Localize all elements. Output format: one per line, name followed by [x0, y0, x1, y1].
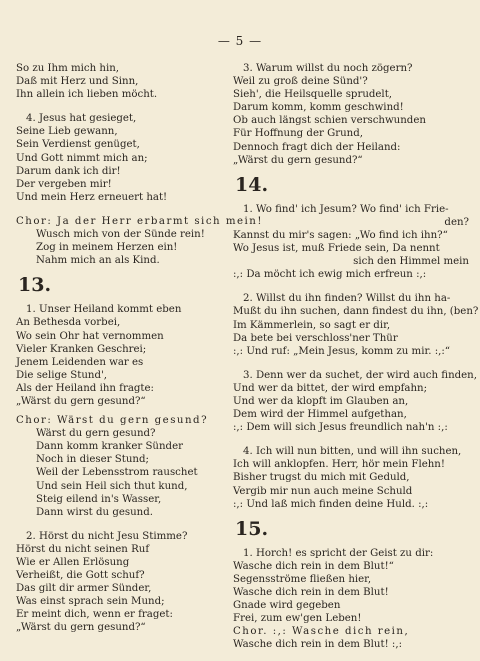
verse-line: Dem wird der Himmel aufgethan,: [233, 409, 407, 421]
verse-line: :,: Und ruf: „Mein Jesus, komm zu mir. :,:“: [233, 345, 451, 357]
verse-line: Das gilt dir armer Sünder,: [16, 583, 152, 595]
verse-line: Hörst du nicht seinen Ruf: [16, 543, 150, 555]
verse-line: Und wer da bittet, der wird empfahn;: [233, 382, 428, 394]
verse-line: 3. Denn wer da suchet, der wird auch finden,: [243, 369, 477, 381]
chorus-line: Wasche dich rein in dem Blut! :,:: [233, 639, 403, 651]
verse-line: Was einst sprach sein Mund;: [16, 596, 165, 608]
verse-line: Dennoch fragt dich der Heiland:: [233, 141, 401, 153]
hymn-number: 13.: [18, 274, 52, 297]
verse-line: Er meint dich, wenn er fraget:: [16, 609, 173, 621]
verse-line: Daß mit Herz und Sinn,: [16, 76, 139, 88]
verse-line: Wo sein Ohr hat vernommen: [16, 330, 164, 342]
verse-line: So zu Ihm mich hin,: [16, 63, 120, 74]
verse-line: sich den Himmel mein: [353, 256, 469, 268]
verse-line: Ob auch längst schien verschwunden: [233, 115, 426, 127]
verse-line: 4. Ich will nun bitten, und will ihn suchen,: [243, 446, 462, 458]
verse-line: Wie er Allen Erlösung: [16, 557, 130, 568]
verse-line: Jenem Leidenden war es: [16, 356, 144, 368]
verse-line: :,: Dem will sich Jesus freundlich nah'n :,:: [233, 422, 448, 434]
verse-line: Frei, zum ew'gen Leben!: [233, 613, 362, 625]
verse-line: Wasche dich rein in dem Blut!: [233, 587, 389, 598]
verse-line: Weil zu groß deine Sünd'?: [233, 76, 368, 88]
verse-line: 1. Horch! es spricht der Geist zu dir:: [243, 547, 434, 559]
verse-line: Mußt du ihn suchen, dann findest du ihn, (ben?: [233, 306, 479, 318]
verse-line: An Bethesda vorbei,: [16, 317, 121, 329]
verse-line: Der vergeben mir!: [16, 178, 112, 190]
verse-line: Und Gott nimmt mich an;: [16, 152, 148, 164]
verse-line: Als der Heiland ihn fragte:: [16, 382, 154, 394]
verse-line: „Wärst du gern gesund?“: [233, 154, 363, 166]
page-number: — 5 —: [217, 34, 263, 48]
verse-line: Die selige Stund',: [16, 369, 108, 381]
chorus-line: Dann komm kranker Sünder: [36, 441, 183, 453]
verse-line: Ihn allein ich lieben möcht.: [16, 89, 158, 101]
hymn-number: 15.: [235, 517, 269, 540]
verse-line: Sieh', die Heilsquelle sprudelt,: [233, 89, 393, 101]
verse-line: Gnade wird gegeben: [233, 600, 341, 612]
verse-line: „Wärst du gern gesund?“: [16, 622, 146, 634]
verse-line: 1. Wo find' ich Jesum? Wo find' ich Frie-: [243, 203, 449, 215]
verse-line: 4. Jesus hat gesieget,: [26, 113, 137, 125]
verse-line: Wasche dich rein in dem Blut!“: [233, 560, 394, 572]
verse-line: Vergib mir nun auch meine Schuld: [233, 485, 413, 497]
verse-line: :,: Da möcht ich ewig mich erfreun :,:: [233, 269, 427, 281]
verse-line: 1. Unser Heiland kommt eben: [26, 304, 182, 316]
chorus-line: Chor: Ja der Herr erbarmt sich mein!: [16, 215, 263, 227]
chorus-line: Und sein Heil sich thut kund,: [36, 480, 188, 492]
chorus-line: Wusch mich von der Sünde rein!: [36, 229, 205, 241]
verse-line: Darum komm, komm geschwind!: [233, 102, 404, 114]
chorus-line: Chor: Wärst du gern gesund?: [16, 415, 209, 427]
chorus-line: Wärst du gern gesund?: [36, 428, 156, 440]
verse-line: Und wer da klopft im Glauben an,: [233, 395, 409, 407]
verse-line: Darum dank ich dir!: [16, 165, 121, 177]
chorus-line: Weil der Lebensstrom rauschet: [36, 467, 198, 479]
chorus-line: Dann wirst du gesund.: [36, 506, 153, 518]
verse-line: Im Kämmerlein, so sagt er dir,: [233, 319, 391, 331]
verse-line: Für Hoffnung der Grund,: [233, 128, 363, 140]
verse-line: Vieler Kranken Geschrei;: [16, 343, 147, 355]
verse-line: Seine Lieb gewann,: [16, 126, 118, 138]
verse-line: :,: Und laß mich finden deine Huld. :,:: [233, 498, 429, 510]
verse-line: den?: [444, 216, 469, 228]
verse-line: 3. Warum willst du noch zögern?: [243, 63, 413, 74]
verse-line: Wo Jesus ist, muß Friede sein, Da nennt: [233, 243, 440, 255]
verse-line: Kannst du mir's sagen: „Wo find ich ihn?“: [233, 229, 448, 241]
right-column: [233, 62, 479, 651]
chorus-line: Steig eilend in's Wasser,: [36, 493, 162, 505]
verse-line: 2. Hörst du nicht Jesu Stimme?: [26, 530, 188, 542]
chorus-line: Noch in dieser Stund;: [36, 454, 149, 466]
verse-line: „Wärst du gern gesund?“: [16, 395, 146, 407]
verse-line: 2. Willst du ihn finden? Willst du ihn ha-: [243, 293, 451, 305]
verse-line: Ich will anklopfen. Herr, hör mein Flehn!: [233, 459, 445, 471]
verse-line: Und mein Herz erneuert hat!: [16, 191, 168, 203]
hymn-number: 14.: [235, 173, 269, 196]
chorus-line: Zog in meinem Herzen ein!: [36, 242, 178, 254]
verse-line: Bisher trugst du mich mit Geduld,: [233, 472, 410, 484]
verse-line: Sein Verdienst genüget,: [16, 139, 140, 151]
chorus-line: Nahm mich an als Kind.: [36, 255, 160, 267]
chorus-line: Chor. :,: Wasche dich rein,: [233, 626, 410, 638]
verse-line: Segensströme fließen hier,: [233, 573, 372, 585]
verse-line: Da bete bei verschloss'ner Thür: [233, 332, 398, 344]
verse-line: Verheißt, die Gott schuf?: [16, 570, 145, 582]
